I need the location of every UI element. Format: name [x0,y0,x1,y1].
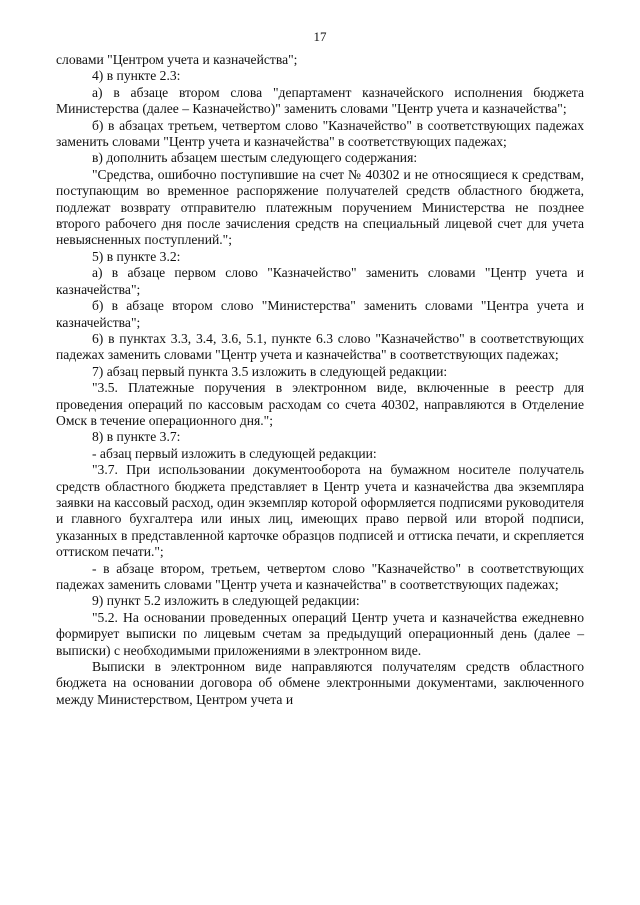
quote-3-5: "3.5. Платежные поручения в электронном виде, включенные в реестр для проведения операций по кассовым расходам со счета 40302, направляются в Отделение Омск в течение операционного дня."; [56,380,584,428]
item-5a: а) в абзаце первом слово "Казначейство" заменить словами "Центр учета и казначейства"; [56,265,584,297]
document-body [56,52,584,708]
item-8-first-paragraph: - абзац первый изложить в следующей редакции: [92,445,377,461]
item-7-heading: 7) абзац первый пункта 3.5 изложить в следующей редакции: [92,363,448,379]
item-4b: б) в абзацах третьем, четвертом слово "Казначейство" в соответствующих падежах заменить словами "Центр учета и казначейства" в соответствующих падежах; [56,117,584,150]
quote-5-2: "5.2. На основании проведенных операций Центр учета и казначейства ежедневно формирует выписки по лицевым счетам за предыдущий операционный день (далее – выписки) с необходимыми приложениями в электронном виде. [56,609,584,658]
quote-5-2-continuation: Выписки в электронном виде направляются получателям средств областного бюджета на основании договора об обмене электронными документами, заключенного между Министерством, Центром учета и [56,659,584,707]
quote-3-7: "3.7. При использовании документооборота на бумажном носителе получатель средств областного бюджета представляет в Центр учета и казначейства два экземпляра заявки на кассовый расход, один экземпляр которой оформляется подписями руководителя и главного бухгалтера или иных лиц, имеющих право первой или второй подписи, указанных в представленной карточке образцов подписей и оттиска печати, и скрепляется оттиском печати."; [56,462,584,560]
item-6: 6) в пунктах 3.3, 3.4, 3.6, 5.1, пункте 6.3 слово "Казначейство" в соответствующих падежах заменить словами "Центр учета и казначейства" в соответствующих падежах; [56,330,584,363]
item-4v: в) дополнить абзацем шестым следующего содержания: [92,150,418,166]
item-5-heading: 5) в пункте 3.2: [92,248,181,264]
item-5b: б) в абзаце втором слово "Министерства" заменить словами "Центра учета и казначейства"; [56,298,584,330]
paragraph-continuation: словами "Центром учета и казначейства"; [56,52,298,67]
quote-funds-40302: "Средства, ошибочно поступившие на счет № 40302 и не относящиеся к средствам, поступающим во временное распоряжение получателей средств областного бюджета, подлежат возврату отправителю платежным поручением Министерства не позднее второго рабочего дня после зачисления средств на специальный лицевой счет для учета невыясненных поступлений."; [56,166,584,248]
page-number: 17 [313,29,327,44]
item-9-heading: 9) пункт 5.2 изложить в следующей редакции: [92,593,360,609]
item-4a: а) в абзаце втором слова "департамент казначейского исполнения бюджета Министерства (далее – Казначейство)" заменить словами "Центр учета и казначейства"; [56,84,584,117]
item-8-other-paragraphs: - в абзаце втором, третьем, четвертом слово "Казначейство" в соответствующих падежах заменить словами "Центр учета и казначейства" в соответствующих падежах; [56,560,584,592]
item-8-heading: 8) в пункте 3.7: [92,429,181,445]
item-4-heading: 4) в пункте 2.3: [92,68,181,84]
